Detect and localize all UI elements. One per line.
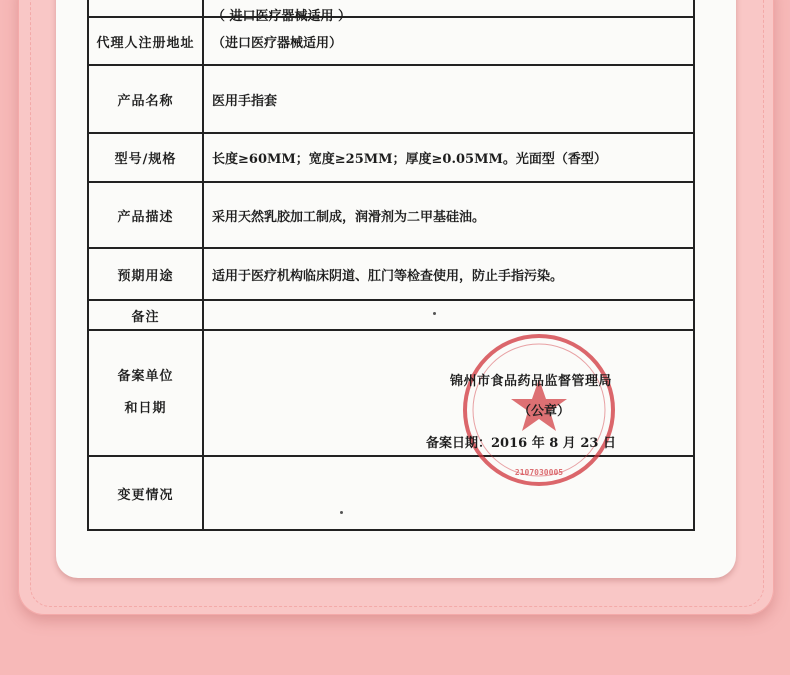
row-value-cut: （ 进口医疗器械适用 ） xyxy=(203,0,694,17)
table-row xyxy=(88,330,694,456)
intended-use-value: 适用于医疗机构临床阴道、肛门等检查使用，防止手指污染。 xyxy=(203,248,694,300)
filing-table xyxy=(87,0,695,531)
ink-speck xyxy=(340,511,343,514)
ink-speck xyxy=(433,312,436,315)
intended-use-label: 预期用途 xyxy=(88,248,203,300)
table-row xyxy=(88,182,694,248)
table-row xyxy=(88,248,694,300)
table-row xyxy=(88,65,694,133)
filing-date: 备案日期：2016 年 8 月 23 日 xyxy=(426,436,616,451)
table-row xyxy=(88,0,694,17)
filing-unit-label-line2: 和日期 xyxy=(124,401,167,416)
model-spec-label: 型号/规格 xyxy=(88,133,203,182)
table-row xyxy=(88,300,694,330)
agent-address-label: 代理人注册地址 xyxy=(88,17,203,65)
change-label: 变更情况 xyxy=(88,456,203,530)
change-value xyxy=(203,456,694,530)
remarks-label: 备注 xyxy=(88,300,203,330)
row-label xyxy=(88,0,203,17)
filing-unit-label xyxy=(88,330,203,456)
table-row xyxy=(88,133,694,182)
table-row xyxy=(88,17,694,65)
certificate-paper xyxy=(56,0,736,578)
description-label: 产品描述 xyxy=(88,182,203,248)
svg-text:2107030005: 2107030005 xyxy=(514,468,564,477)
product-name-value: 医用手指套 xyxy=(203,65,694,133)
product-name-label: 产品名称 xyxy=(88,65,203,133)
filing-unit-value xyxy=(203,330,694,477)
seal-note: （公章） xyxy=(518,404,571,419)
remarks-value xyxy=(203,300,694,330)
filing-org: 锦州市食品药品监督管理局 xyxy=(450,374,613,389)
model-spec-value: 长度≥60MM；宽度≥25MM；厚度≥0.05MM。光面型（香型） xyxy=(203,133,694,182)
filing-unit-label-line1: 备案单位 xyxy=(117,369,174,384)
description-value: 采用天然乳胶加工制成，润滑剂为二甲基硅油。 xyxy=(203,182,694,248)
agent-address-value: （进口医疗器械适用） xyxy=(203,17,694,65)
